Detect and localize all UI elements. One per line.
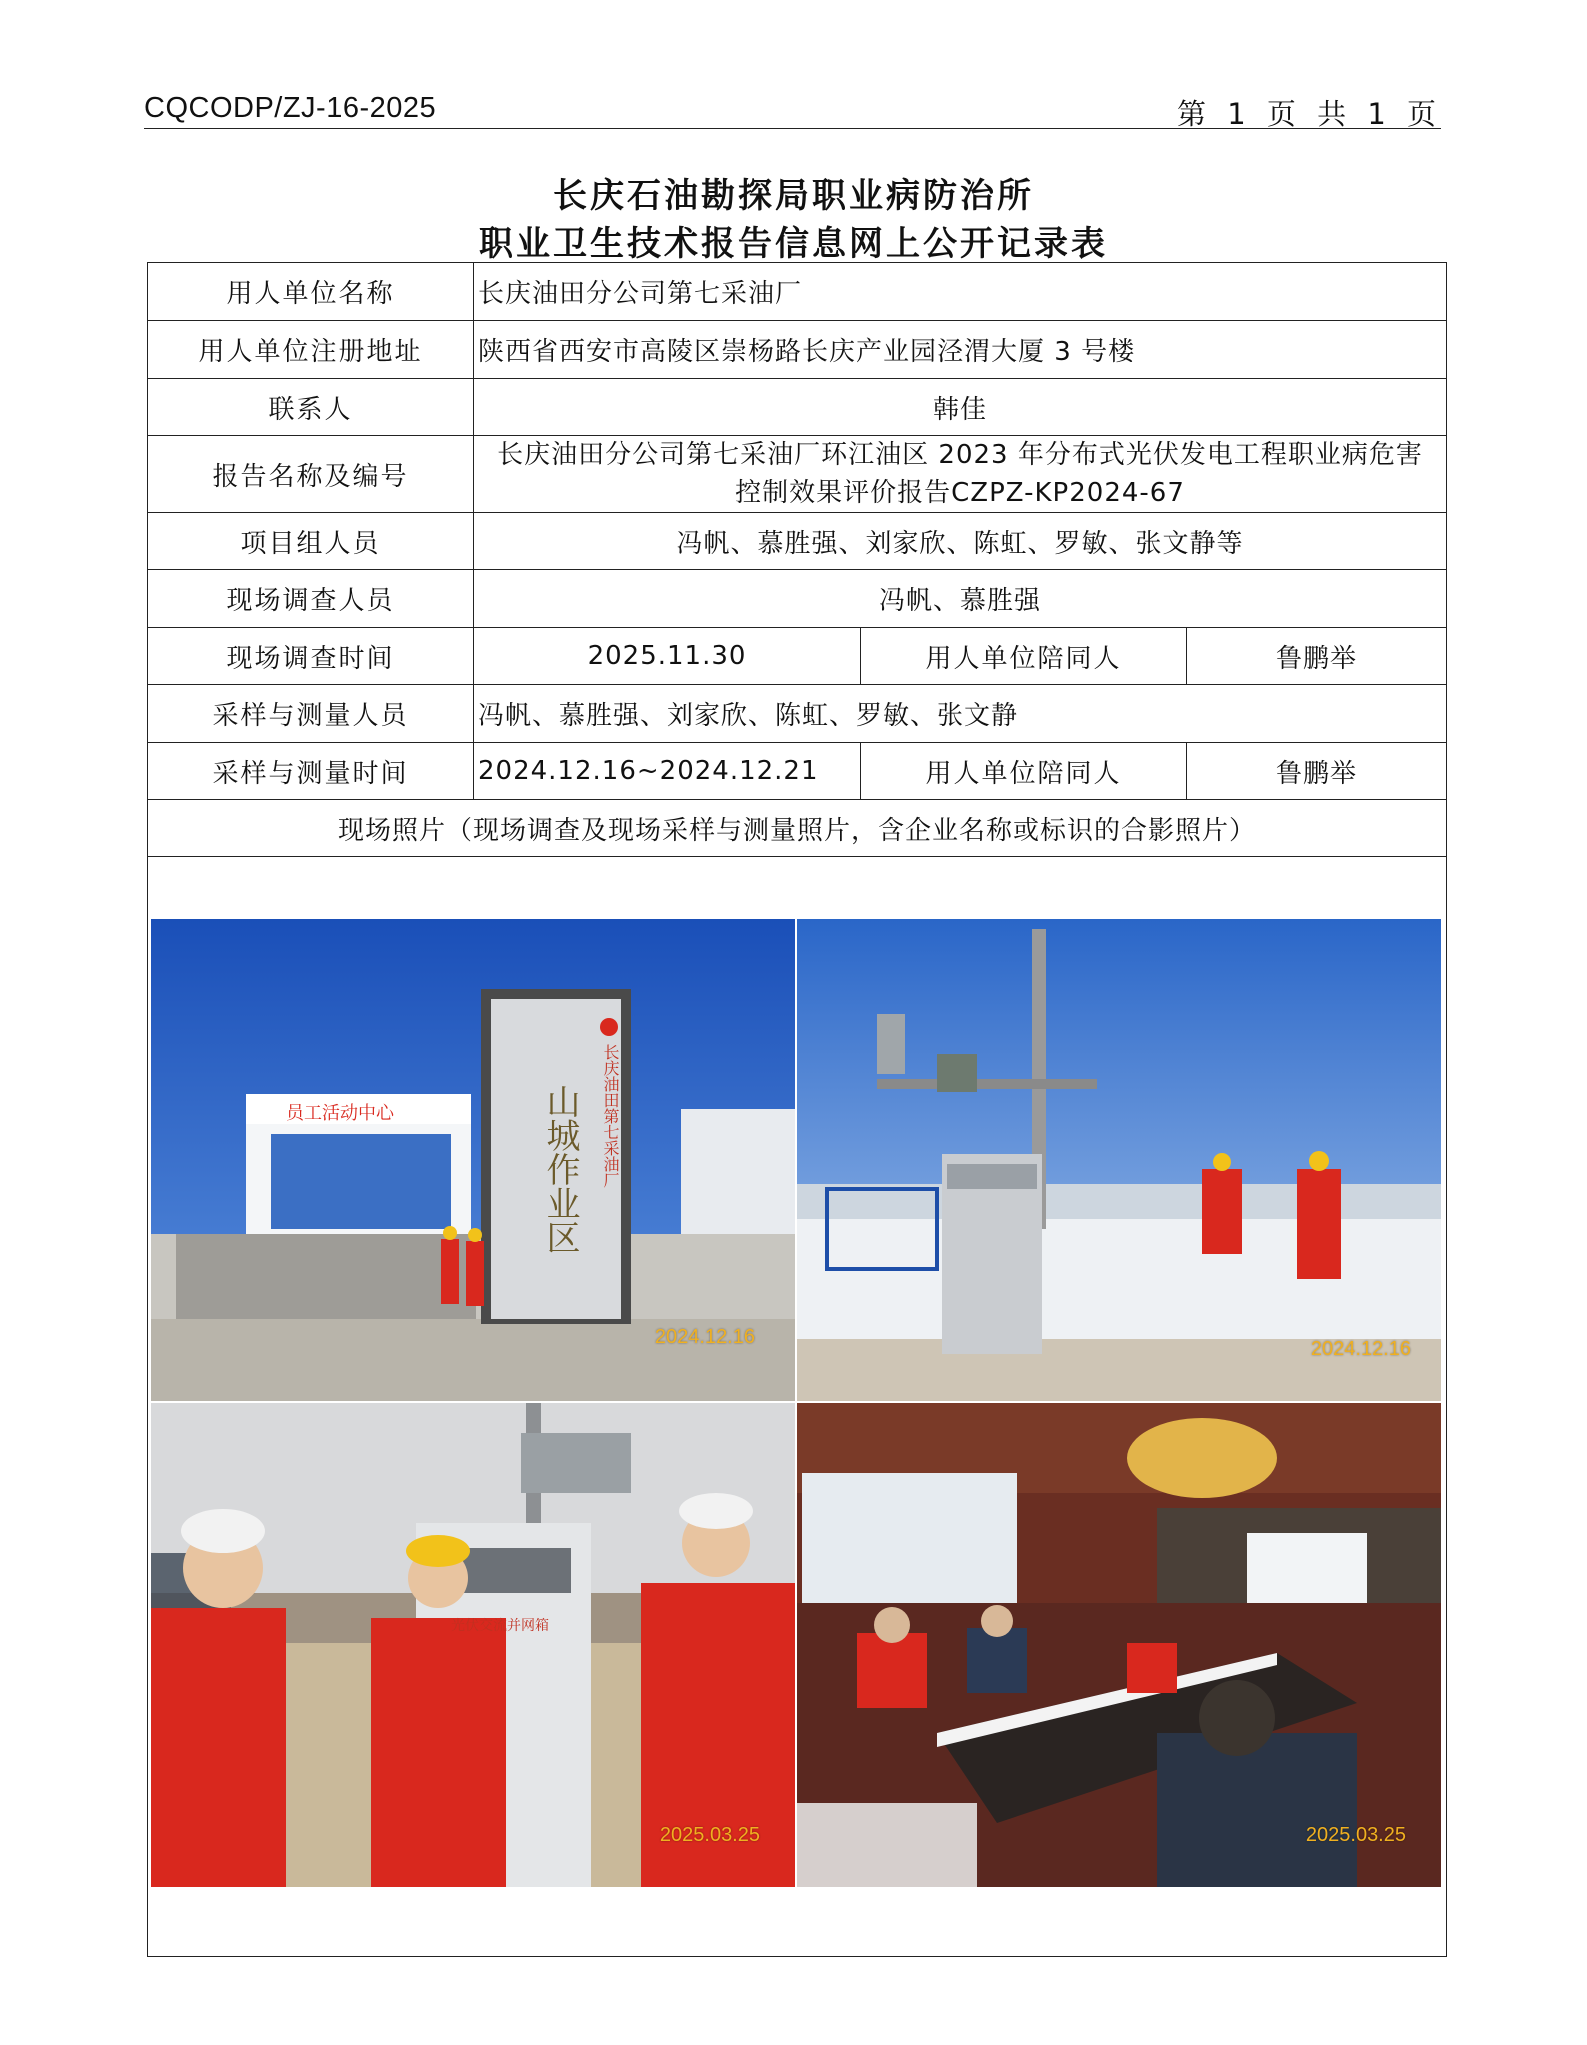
sampling-time-label: 采样与测量时间: [148, 743, 474, 800]
survey-staff-value: 冯帆、慕胜强: [474, 570, 1447, 628]
photo-gate: [151, 919, 795, 1401]
photos-label: 现场照片（现场调查及现场采样与测量照片，含企业名称或标识的合影照片）: [148, 800, 1447, 857]
activity-center-sign: 员工活动中心: [286, 1103, 394, 1124]
photos-cell: [148, 857, 1447, 1957]
grid-box-label: 光伏交流并网箱: [451, 1618, 549, 1634]
row-sampling-staff: [148, 685, 1447, 743]
header-divider: [144, 128, 1441, 129]
record-table: [147, 262, 1447, 1957]
unit-name-label: 用人单位名称: [148, 263, 474, 321]
row-contact: [148, 379, 1447, 436]
photo-date-stamp: 2024.12.16: [1310, 1338, 1411, 1360]
report-label: 报告名称及编号: [148, 436, 474, 513]
accompany-value: 鲁鹏举: [1187, 628, 1447, 685]
document-title-line1: 长庆石油勘探局职业病防治所: [553, 176, 1034, 216]
row-photos: [148, 857, 1447, 1957]
unit-name-value: 长庆油田分公司第七采油厂: [474, 263, 1447, 321]
accompany-label: 用人单位陪同人: [861, 628, 1187, 685]
photo-date-stamp: 2025.03.25: [1305, 1824, 1406, 1846]
photo-date-stamp: 2025.03.25: [659, 1824, 760, 1846]
sampling-staff-value: 冯帆、慕胜强、刘家欣、陈虹、罗敏、张文静: [474, 685, 1447, 743]
contact-value: 韩佳: [474, 379, 1447, 436]
survey-time-label: 现场调查时间: [148, 628, 474, 685]
accompany-label-2: 用人单位陪同人: [861, 743, 1187, 800]
accompany-value-2: 鲁鹏举: [1187, 743, 1447, 800]
row-unit-name: [148, 263, 1447, 321]
team-value: 冯帆、慕胜强、刘家欣、陈虹、罗敏、张文静等: [474, 513, 1447, 570]
row-report: [148, 436, 1447, 513]
photo-snow-field: [797, 919, 1441, 1401]
row-survey-time: [148, 628, 1447, 685]
row-team: [148, 513, 1447, 570]
photo-grid: [151, 919, 1441, 1887]
contact-label: 联系人: [148, 379, 474, 436]
row-address: [148, 321, 1447, 379]
sampling-staff-label: 采样与测量人员: [148, 685, 474, 743]
team-label: 项目组人员: [148, 513, 474, 570]
report-name-line2: 控制效果评价报告CZPZ-KP2024-67: [735, 478, 1185, 508]
gate-subtitle-text: 长庆油田第七采油厂: [601, 1044, 620, 1188]
survey-staff-label: 现场调查人员: [148, 570, 474, 628]
photo-workers-cabinet: [151, 1403, 795, 1887]
row-photos-label: [148, 800, 1447, 857]
photo-date-stamp: 2024.12.16: [654, 1326, 755, 1348]
gate-title-text: 山城作业区: [540, 1084, 580, 1254]
row-sampling-time: [148, 743, 1447, 800]
address-label: 用人单位注册地址: [148, 321, 474, 379]
report-name-line1: 长庆油田分公司第七采油厂环江油区 2023 年分布式光伏发电工程职业病危害: [497, 440, 1423, 470]
document-code: CQCODP/ZJ-16-2025: [144, 92, 437, 124]
page-number: 第 1 页 共 1 页: [1177, 97, 1442, 131]
report-value: [474, 436, 1447, 513]
photo-meeting-room: [797, 1403, 1441, 1887]
address-value: 陕西省西安市高陵区崇杨路长庆产业园泾渭大厦 3 号楼: [474, 321, 1447, 379]
row-survey-staff: [148, 570, 1447, 628]
sampling-time-value: 2024.12.16~2024.12.21: [474, 743, 861, 800]
survey-time-value: 2025.11.30: [474, 628, 861, 685]
document-title-line2: 职业卫生技术报告信息网上公开记录表: [479, 224, 1108, 264]
